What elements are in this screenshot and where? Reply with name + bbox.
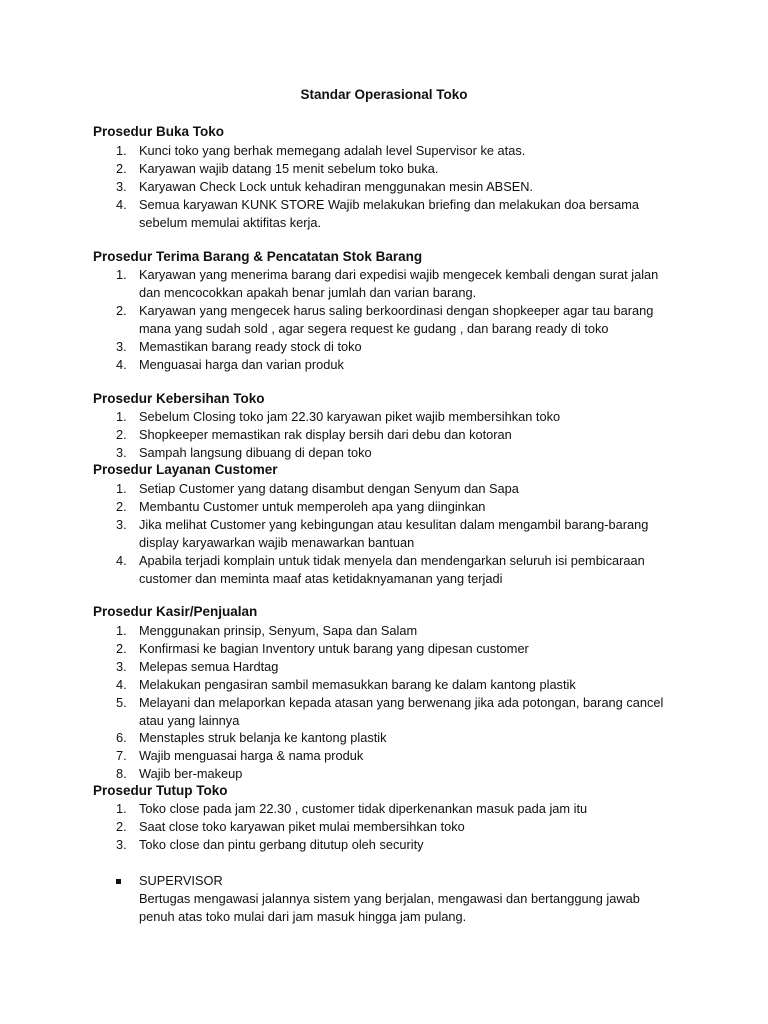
list-item bbox=[0, 302, 768, 338]
list-item-text: Apabila terjadi komplain untuk tidak menyela dan mendengarkan seluruh isi pembicaraan customer dan meminta maaf atas ketidaknyamanan yang terjadi bbox=[139, 552, 645, 586]
list-item-text: Menguasai harga dan varian produk bbox=[139, 356, 344, 372]
list-item-text: Melakukan pengasiran sambil memasukkan barang ke dalam kantong plastik bbox=[139, 676, 576, 692]
section-heading-kasir-penjualan: Prosedur Kasir/Penjualan bbox=[93, 604, 258, 619]
role-item-supervisor bbox=[0, 872, 768, 926]
list-kebersihan-toko bbox=[0, 408, 768, 462]
list-item-number: 3. bbox=[116, 516, 127, 532]
list-item bbox=[0, 196, 768, 232]
list-item bbox=[0, 694, 768, 730]
list-tutup-toko bbox=[0, 800, 768, 854]
list-item bbox=[0, 266, 768, 302]
square-bullet-icon bbox=[116, 879, 121, 884]
list-item bbox=[0, 622, 768, 640]
section-heading-terima-barang: Prosedur Terima Barang & Pencatatan Stok Barang bbox=[93, 249, 423, 264]
list-item bbox=[0, 160, 768, 178]
list-item-text: Membantu Customer untuk memperoleh apa yang diinginkan bbox=[139, 498, 486, 514]
list-item-number: 2. bbox=[116, 640, 127, 656]
list-item bbox=[0, 765, 768, 783]
list-item-number: 1. bbox=[116, 267, 127, 282]
list-item-number: 2. bbox=[116, 160, 127, 176]
list-item-number: 8. bbox=[116, 766, 127, 782]
list-item-text: Toko close dan pintu gerbang ditutup oleh security bbox=[139, 836, 424, 852]
list-buka-toko bbox=[0, 142, 768, 232]
section-heading-kebersihan-toko: Prosedur Kebersihan Toko bbox=[93, 391, 265, 406]
list-item-number: 6. bbox=[116, 730, 127, 746]
list-item bbox=[0, 818, 768, 836]
list-item-number: 4. bbox=[116, 356, 127, 372]
list-item-number: 3. bbox=[116, 836, 127, 852]
list-item-number: 2. bbox=[116, 302, 127, 318]
list-item-number: 1. bbox=[116, 143, 127, 158]
list-kasir-penjualan bbox=[0, 622, 768, 783]
list-item-text: Konfirmasi ke bagian Inventory untuk barang yang dipesan customer bbox=[139, 640, 529, 656]
list-item-number: 1. bbox=[116, 481, 127, 496]
list-item bbox=[0, 658, 768, 676]
list-item-number: 4. bbox=[116, 552, 127, 568]
list-item-text: Melepas semua Hardtag bbox=[139, 658, 279, 674]
list-item bbox=[0, 480, 768, 498]
list-item-text: Shopkeeper memastikan rak display bersih dari debu dan kotoran bbox=[139, 426, 512, 442]
list-item-text: Saat close toko karyawan piket mulai membersihkan toko bbox=[139, 818, 465, 834]
list-item-number: 2. bbox=[116, 818, 127, 834]
list-item bbox=[0, 640, 768, 658]
list-item-text: Jika melihat Customer yang kebingungan atau kesulitan dalam mengambil barang-barang display karyawarkan wajib menawarkan bantuan bbox=[139, 516, 649, 550]
section-heading-layanan-customer: Prosedur Layanan Customer bbox=[93, 462, 278, 477]
list-item-text: Menggunakan prinsip, Senyum, Sapa dan Salam bbox=[139, 623, 418, 638]
list-item-number: 7. bbox=[116, 748, 127, 764]
list-item-text: Melayani dan melaporkan kepada atasan yang berwenang jika ada potongan, barang cancel atau yang lainnya bbox=[139, 694, 664, 728]
role-description: Bertugas mengawasi jalannya sistem yang berjalan, mengawasi dan bertanggung jawab penuh atas toko mulai dari jam masuk hingga jam pulang. bbox=[139, 890, 640, 924]
list-item bbox=[0, 729, 768, 747]
list-item bbox=[0, 836, 768, 854]
list-item-text: Karyawan Check Lock untuk kehadiran menggunakan mesin ABSEN. bbox=[139, 178, 534, 194]
list-item bbox=[0, 800, 768, 818]
list-item-text: Memastikan barang ready stock di toko bbox=[139, 338, 362, 354]
list-item bbox=[0, 676, 768, 694]
list-item-number: 2. bbox=[116, 498, 127, 514]
list-item-number: 4. bbox=[116, 196, 127, 212]
list-item bbox=[0, 747, 768, 765]
list-item-text: Karyawan yang menerima barang dari expedisi wajib mengecek kembali dengan surat jalan dan mencocokkan apakah benar jumlah dan varian barang. bbox=[139, 267, 659, 300]
list-item-number: 3. bbox=[116, 178, 127, 194]
roles-list bbox=[0, 872, 768, 926]
list-item-text: Kunci toko yang berhak memegang adalah level Supervisor ke atas. bbox=[139, 143, 526, 158]
list-item-text: Karyawan wajib datang 15 menit sebelum toko buka. bbox=[139, 160, 439, 176]
list-item-text: Wajib ber-makeup bbox=[139, 766, 243, 782]
list-item-text: Setiap Customer yang datang disambut dengan Senyum dan Sapa bbox=[139, 481, 519, 496]
list-item bbox=[0, 426, 768, 444]
list-item bbox=[0, 498, 768, 516]
list-item-text: Toko close pada jam 22.30 , customer tidak diperkenankan masuk pada jam itu bbox=[139, 801, 588, 816]
list-item bbox=[0, 356, 768, 374]
list-item bbox=[0, 142, 768, 160]
list-item-number: 3. bbox=[116, 444, 127, 460]
list-item bbox=[0, 444, 768, 462]
list-item bbox=[0, 516, 768, 552]
list-item bbox=[0, 408, 768, 426]
list-item bbox=[0, 552, 768, 588]
list-layanan-customer bbox=[0, 480, 768, 587]
list-item-number: 3. bbox=[116, 658, 127, 674]
list-item bbox=[0, 178, 768, 196]
role-title: SUPERVISOR bbox=[139, 873, 223, 888]
list-item-text: Sebelum Closing toko jam 22.30 karyawan piket wajib membersihkan toko bbox=[139, 409, 561, 424]
list-item-number: 2. bbox=[116, 426, 127, 442]
list-item-text: Menstaples struk belanja ke kantong plastik bbox=[139, 730, 387, 746]
list-item-text: Wajib menguasai harga & nama produk bbox=[139, 748, 364, 764]
list-item-number: 1. bbox=[116, 623, 127, 638]
section-heading-tutup-toko: Prosedur Tutup Toko bbox=[93, 783, 228, 798]
list-terima-barang bbox=[0, 266, 768, 373]
list-item bbox=[0, 338, 768, 356]
section-heading-buka-toko: Prosedur Buka Toko bbox=[93, 124, 225, 139]
list-item-text: Karyawan yang mengecek harus saling berkoordinasi dengan shopkeeper agar tau barang mana yang sudah sold , agar segera request ke gudang , dan barang ready di toko bbox=[139, 302, 654, 336]
list-item-number: 4. bbox=[116, 676, 127, 692]
list-item-number: 3. bbox=[116, 338, 127, 354]
list-item-number: 1. bbox=[116, 801, 127, 816]
list-item-text: Semua karyawan KUNK STORE Wajib melakukan briefing dan melakukan doa bersama sebelum memulai aktifitas kerja. bbox=[139, 196, 640, 230]
list-item-number: 1. bbox=[116, 409, 127, 424]
list-item-text: Sampah langsung dibuang di depan toko bbox=[139, 444, 372, 460]
list-item-number: 5. bbox=[116, 694, 127, 710]
document-title: Standar Operasional Toko bbox=[300, 87, 468, 102]
